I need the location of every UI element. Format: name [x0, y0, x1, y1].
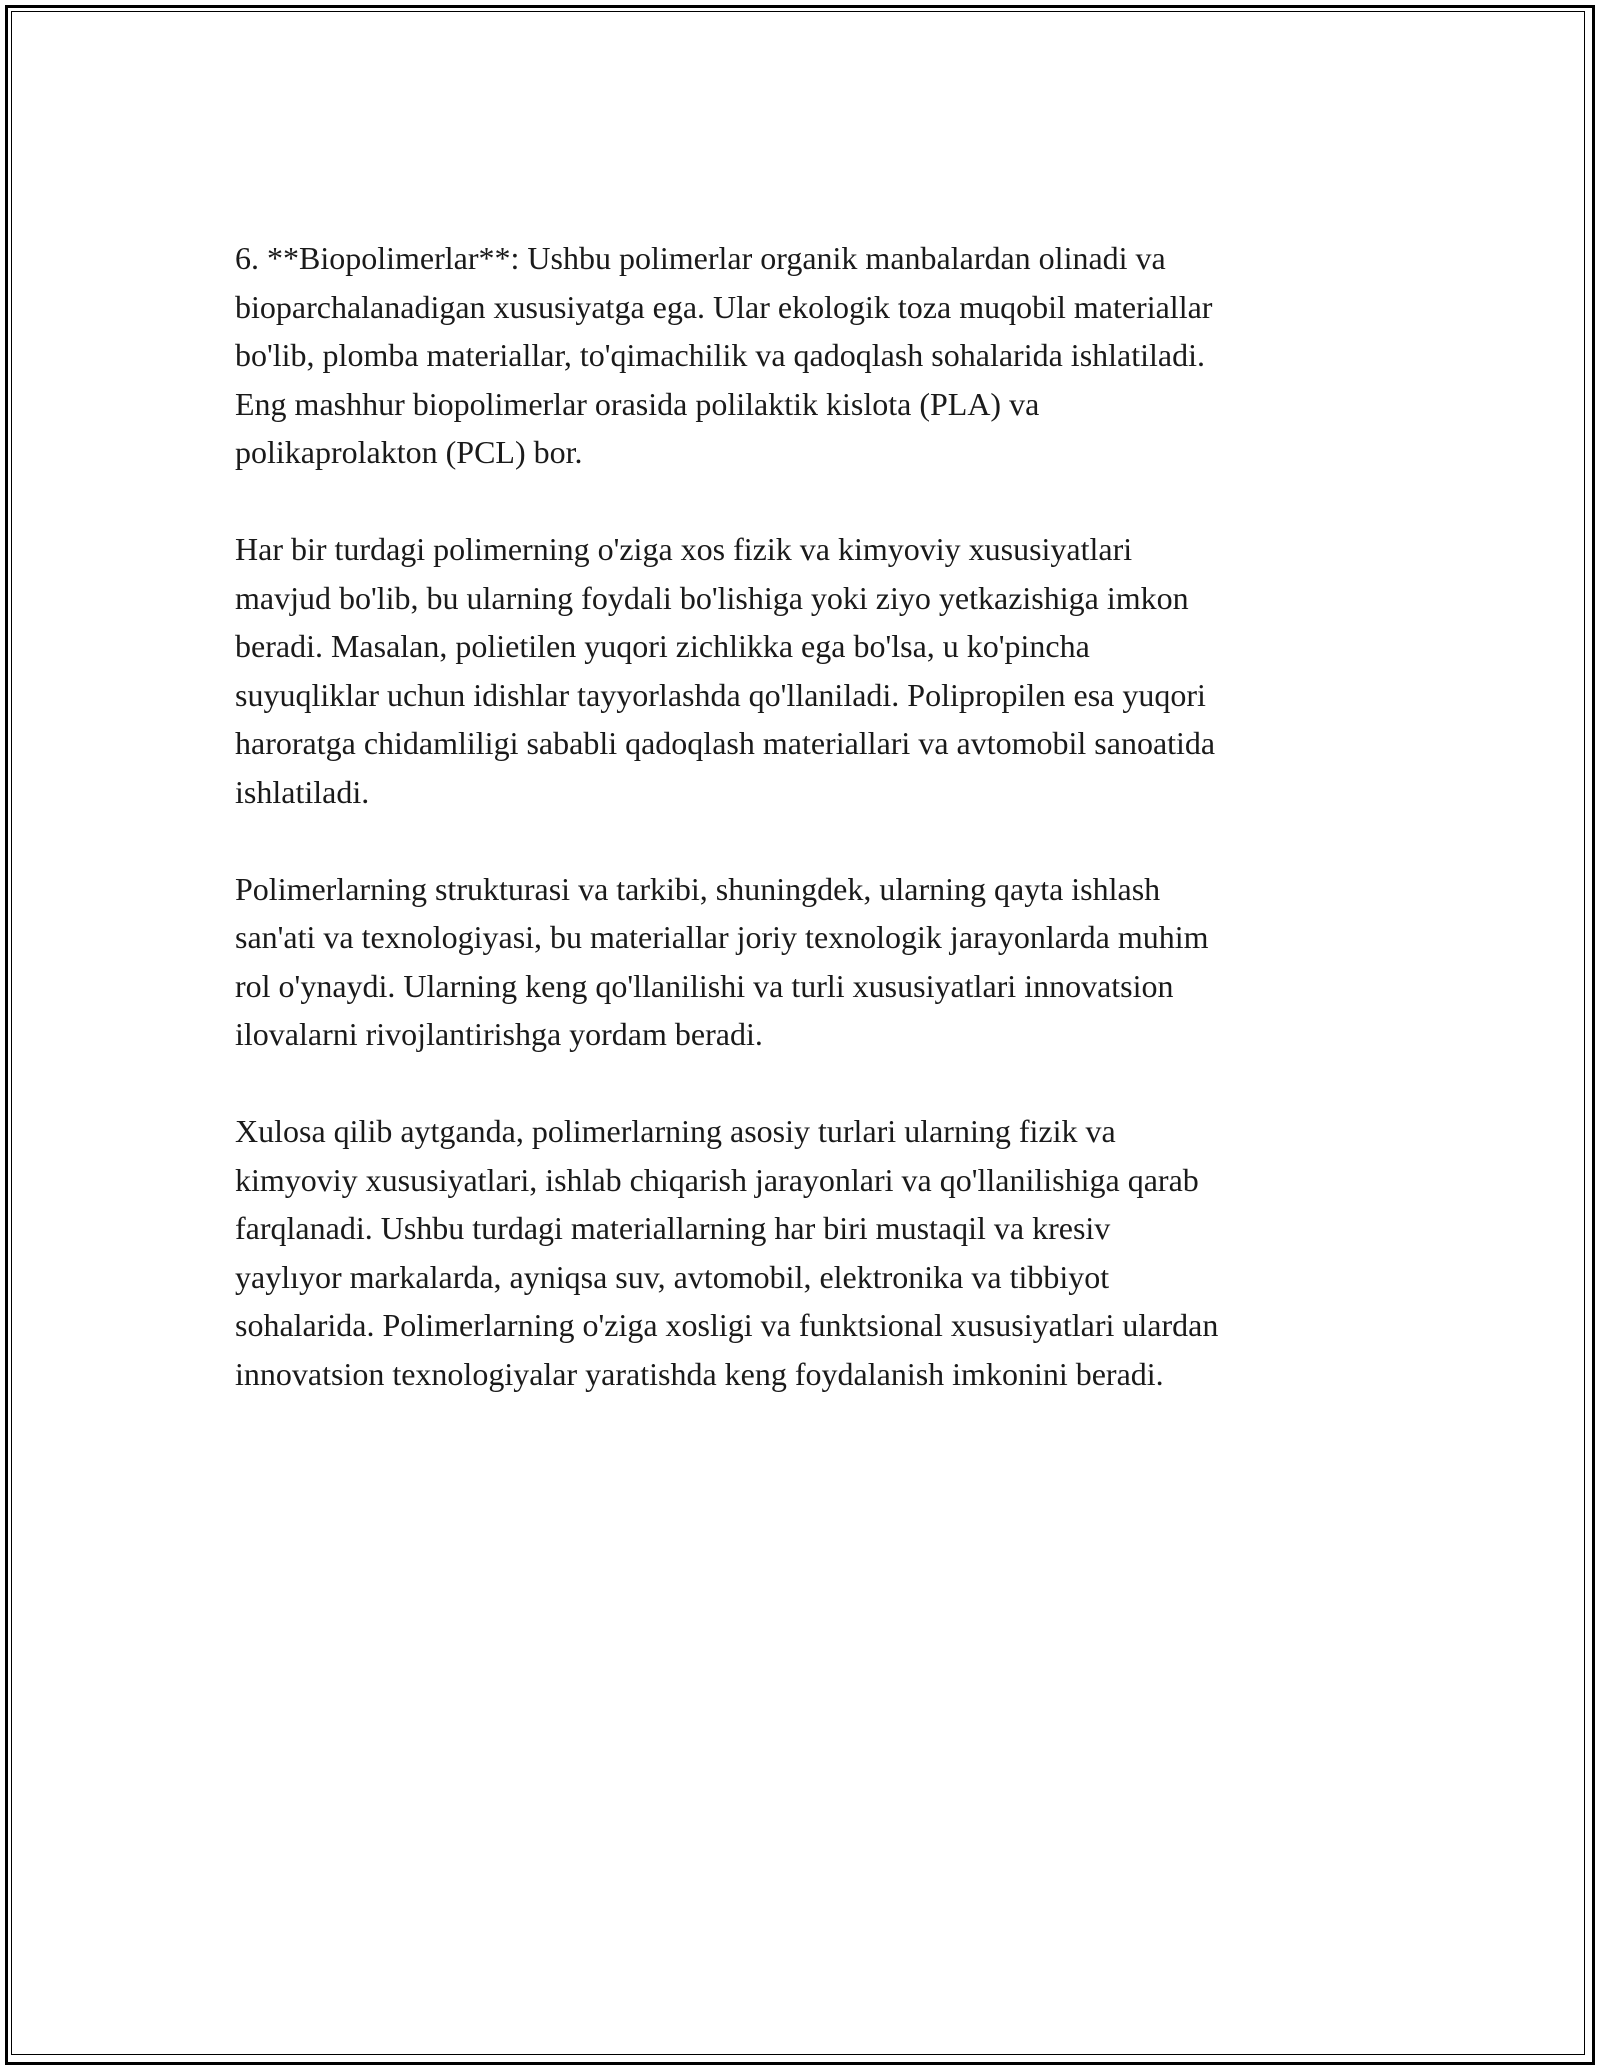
paragraph-biopolymers: 6. **Biopolimerlar**: Ushbu polimerlar organik manbalardan olinadi va bioparchalanadigan xususiyatga ega. Ular ekologik toza muqobil materiallar bo'lib, plomba materiallar, to'qimachilik va qadoqlash sohalarida ishlatiladi. Eng mashhur biopolimerlar orasida polilaktik kislota (PLA) va polikaprolakton (PCL) bor. [235, 240, 1213, 470]
paragraph-polymer-structure: Polimerlarning strukturasi va tarkibi, shuningdek, ularning qayta ishlash san'ati va texnologiyasi, bu materiallar joriy texnologik jarayonlarda muhim rol o'ynaydi. Ularning keng qo'llanilishi va turli xususiyatlari innovatsion ilovalarni rivojlantirishga yordam beradi. [235, 870, 1209, 1052]
paragraph-conclusion: Xulosa qilib aytganda, polimerlarning asosiy turlari ularning fizik va kimyoviy xususiyatlari, ishlab chiqarish jarayonlari va qo'llanilishiga qarab farqlanadi. Ushbu turdagi materiallarning har biri mustaqil va kresiv yaylıyor markalarda, ayniqsa suv, avtomobil, elektronika va tibbiyot sohalarida. Polimerlarning o'ziga xosligi va funktsional xususiyatlari ulardan innovatsion texnologiyalar yaratishda keng foydalanish imkonini beradi. [235, 1113, 1219, 1392]
document-body [235, 234, 1385, 1447]
paragraph-polymer-properties: Har bir turdagi polimerning o'ziga xos fizik va kimyoviy xususiyatlari mavjud bo'lib, bu ularning foydali bo'lishiga yoki ziyo yetkazishiga imkon beradi. Masalan, polietilen yuqori zichlikka ega bo'lsa, u ko'pincha suyuqliklar uchun idishlar tayyorlashda qo'llaniladi. Polipropilen esa yuqori haroratga chidamliligi sababli qadoqlash materiallari va avtomobil sanoatida ishlatiladi. [235, 531, 1216, 810]
